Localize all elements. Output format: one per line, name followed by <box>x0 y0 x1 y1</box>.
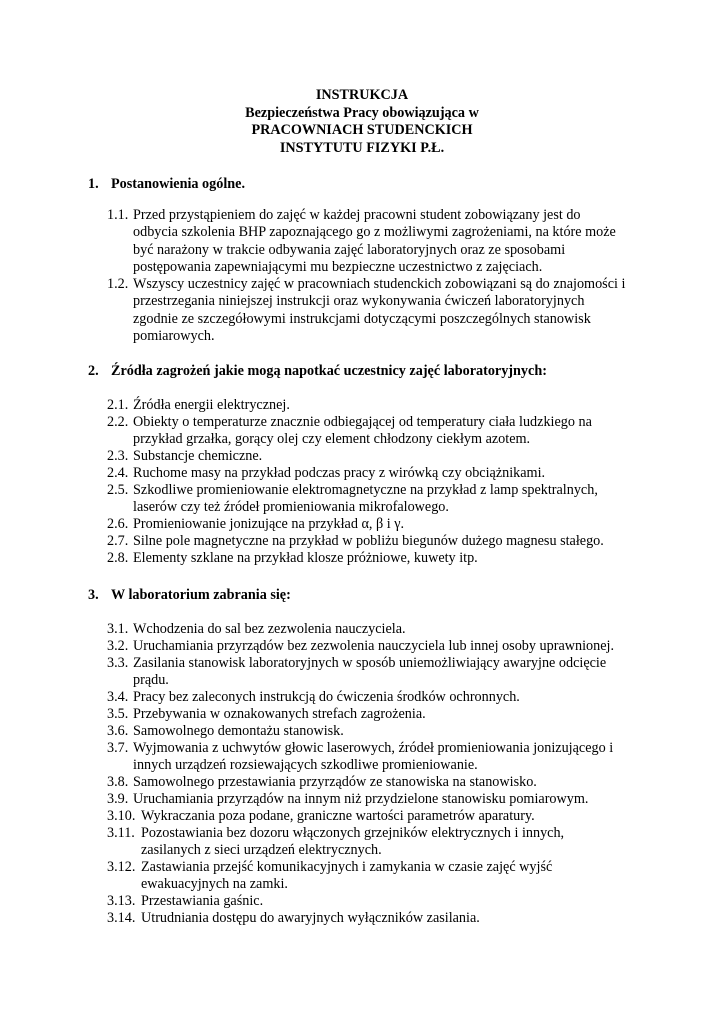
section-number: 2. <box>88 363 99 379</box>
item-number: 2.3. <box>107 448 129 464</box>
item-number: 3.13. <box>107 893 136 909</box>
item-text: Obiekty o temperaturze znacznie odbiegającej od temperatury ciała ludzkiego na przykład grzałka, gorący olej czy element chłodzony ciekłym azotem. <box>133 414 592 448</box>
item-text: Zasilania stanowisk laboratoryjnych w sposób uniemożliwiający awaryjne odcięcie prądu. <box>133 655 607 689</box>
item-number: 2.6. <box>107 516 129 532</box>
list-item <box>107 516 627 533</box>
item-text: Szkodliwe promieniowanie elektromagnetyczne na przykład z lamp spektralnych, laserów czy też źródeł promieniowania mikrofalowego. <box>133 482 598 516</box>
list-item <box>107 638 627 655</box>
list-item <box>107 706 627 723</box>
list-item <box>107 207 627 277</box>
item-number: 3.9. <box>107 791 129 807</box>
item-text: Samowolnego demontażu stanowisk. <box>133 723 344 739</box>
item-text: Pracy bez zaleconych instrukcją do ćwiczenia środków ochronnych. <box>133 689 520 705</box>
item-text: Przebywania w oznakowanych strefach zagrożenia. <box>133 706 426 722</box>
item-number: 3.14. <box>107 910 136 926</box>
item-text: Uruchamiania przyrządów bez zezwolenia nauczyciela lub innej osoby uprawnionej. <box>133 638 614 654</box>
item-number: 3.10. <box>107 808 136 824</box>
list-item <box>107 482 627 517</box>
list-item <box>107 550 627 567</box>
item-number: 3.6. <box>107 723 129 739</box>
document-title <box>0 87 724 157</box>
list-item <box>107 465 627 482</box>
list-item <box>107 655 627 690</box>
item-text: Uruchamiania przyrządów na innym niż przydzielone stanowisku pomiarowym. <box>133 791 589 807</box>
section-title: W laboratorium zabrania się: <box>111 587 291 603</box>
section-number: 3. <box>88 587 99 603</box>
title-line-3: PRACOWNIACH STUDENCKICH <box>251 122 473 139</box>
section-title: Postanowienia ogólne. <box>111 176 245 192</box>
list-item <box>107 910 627 927</box>
list-item <box>107 414 627 449</box>
item-text: Przestawiania gaśnic. <box>141 893 264 909</box>
list-item <box>107 859 627 894</box>
list-item <box>107 774 627 791</box>
item-text: Wchodzenia do sal bez zezwolenia nauczyciela. <box>133 621 406 637</box>
list-item <box>107 893 627 910</box>
item-number: 2.4. <box>107 465 129 481</box>
item-number: 3.2. <box>107 638 129 654</box>
item-number: 2.1. <box>107 397 129 413</box>
item-number: 3.4. <box>107 689 129 705</box>
item-number: 2.8. <box>107 550 129 566</box>
item-number: 3.8. <box>107 774 129 790</box>
item-text: Silne pole magnetyczne na przykład w pobliżu biegunów dużego magnesu stałego. <box>133 533 604 549</box>
item-text: Samowolnego przestawiania przyrządów ze stanowiska na stanowisko. <box>133 774 537 790</box>
list-item <box>107 621 627 638</box>
item-number: 3.5. <box>107 706 129 722</box>
item-text: Źródła energii elektrycznej. <box>133 397 290 413</box>
list-item <box>107 276 627 346</box>
item-text: Promieniowanie jonizujące na przykład α, β i γ. <box>133 516 405 532</box>
item-number: 2.5. <box>107 482 129 498</box>
item-number: 2.7. <box>107 533 129 549</box>
item-number: 3.11. <box>107 825 135 841</box>
item-text: Wykraczania poza podane, graniczne wartości parametrów aparatury. <box>141 808 535 824</box>
section-number: 1. <box>88 176 99 192</box>
list-item <box>107 740 627 775</box>
item-number: 1.2. <box>107 276 129 292</box>
list-item <box>107 533 627 550</box>
list-item <box>107 397 627 414</box>
list-item <box>107 723 627 740</box>
list-item <box>107 448 627 465</box>
title-line-1: INSTRUKCJA <box>315 87 409 103</box>
title-line-4: INSTYTUTU FIZYKI P.Ł. <box>279 139 445 156</box>
item-number: 3.1. <box>107 621 129 637</box>
item-number: 3.7. <box>107 740 129 756</box>
item-number: 2.2. <box>107 414 129 430</box>
item-text: Elementy szklane na przykład klosze próżniowe, kuwety itp. <box>133 550 478 566</box>
item-number: 3.12. <box>107 859 136 875</box>
section-title: Źródła zagrożeń jakie mogą napotkać uczestnicy zajęć laboratoryjnych: <box>111 363 547 379</box>
list-item <box>107 791 627 808</box>
item-text: Ruchome masy na przykład podczas pracy z wirówką czy obciążnikami. <box>133 465 546 481</box>
item-text: Wszyscy uczestnicy zajęć w pracowniach studenckich zobowiązani są do znajomości i przestrzegania niniejszej instrukcji oraz wykonywania ćwiczeń laboratoryjnych zgodnie ze szczegółowymi instrukcjami dotyczącymi poszczególnych stanowisk pomiarowych. <box>133 276 626 345</box>
item-text: Przed przystąpieniem do zajęć w każdej pracowni student zobowiązany jest do odbycia szkolenia BHP zapoznającego go z możliwymi zagrożeniami, na które może być narażony w trakcie odbywania zajęć laboratoryjnych oraz ze sposobami postępowania zapewniającymi mu bezpieczne uczestnictwo z zajęciach. <box>133 207 616 276</box>
item-text: Substancje chemiczne. <box>133 448 263 464</box>
list-item <box>107 825 627 860</box>
item-text: Wyjmowania z uchwytów głowic laserowych, źródeł promieniowania jonizującego i innych urządzeń rozsiewających szkodliwe promieniowanie. <box>133 740 614 774</box>
item-text: Pozostawiania bez dozoru włączonych grzejników elektrycznych i innych, zasilanych z sieci urządzeń elektrycznych. <box>141 825 565 859</box>
list-item <box>107 689 627 706</box>
title-line-2: Bezpieczeństwa Pracy obowiązująca w <box>245 104 479 121</box>
item-number: 1.1. <box>107 207 129 223</box>
list-item <box>107 808 627 825</box>
item-text: Zastawiania przejść komunikacyjnych i zamykania w czasie zajęć wyjść ewakuacyjnych na zamki. <box>141 859 553 893</box>
item-text: Utrudniania dostępu do awaryjnych wyłączników zasilania. <box>141 910 480 926</box>
item-number: 3.3. <box>107 655 129 671</box>
